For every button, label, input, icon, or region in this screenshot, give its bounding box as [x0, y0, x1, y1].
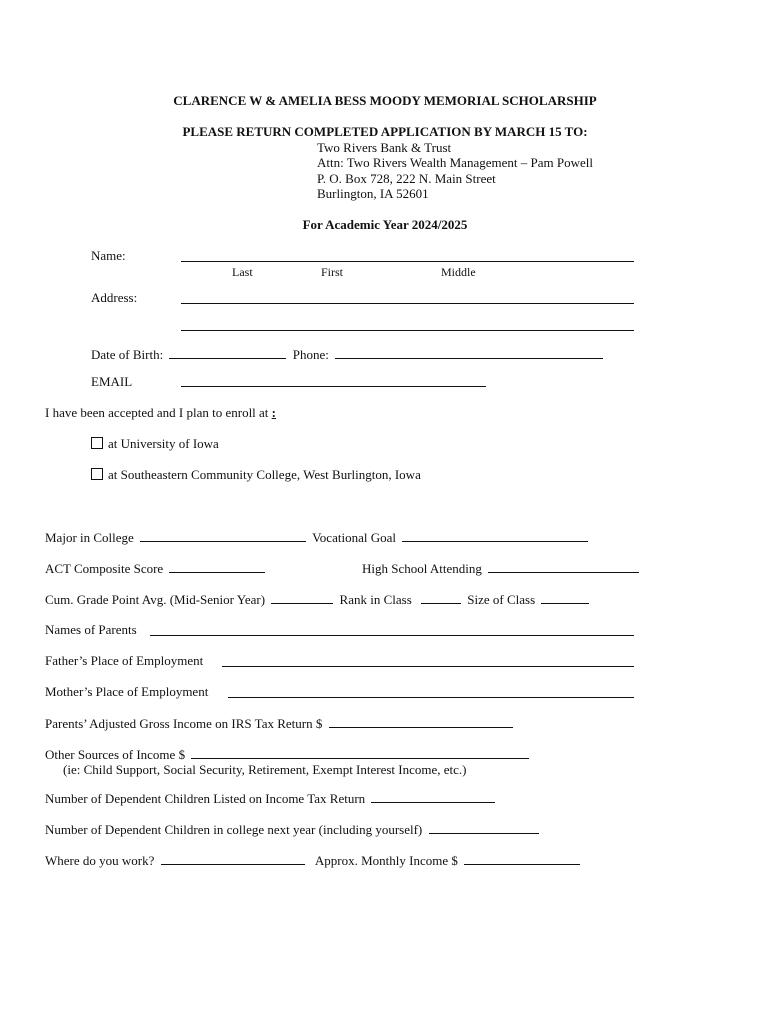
other-income-note: (ie: Child Support, Social Security, Retirement, Exempt Interest Income, etc.) — [63, 762, 467, 777]
parents-field-line[interactable] — [150, 635, 634, 636]
name-sub-first: First — [321, 265, 344, 279]
address-line-bank: Two Rivers Bank & Trust — [317, 140, 452, 155]
phone-field-line[interactable] — [335, 346, 603, 359]
class-size-label: Size of Class — [467, 592, 536, 607]
dependents-tax-row — [45, 790, 498, 807]
rank-label: Rank in Class — [339, 592, 412, 607]
option-label-university-of-iowa: at University of Iowa — [108, 436, 219, 451]
work-field-line[interactable] — [161, 852, 305, 865]
father-employment-label: Father’s Place of Employment — [45, 653, 204, 668]
high-school-row — [362, 560, 642, 577]
work-income-row — [45, 852, 583, 869]
dependents-college-label: Number of Dependent Children in college next year (including yourself) — [45, 822, 423, 837]
agi-row — [45, 715, 516, 732]
name-sub-middle: Middle — [441, 265, 476, 279]
other-income-label: Other Sources of Income $ — [45, 747, 186, 762]
dependents-tax-label: Number of Dependent Children Listed on Income Tax Return — [45, 791, 366, 806]
class-size-field-line[interactable] — [541, 591, 589, 604]
high-school-field-line[interactable] — [488, 560, 639, 573]
dependents-college-field-line[interactable] — [429, 821, 539, 834]
agi-field-line[interactable] — [329, 715, 513, 728]
enroll-statement — [45, 405, 276, 421]
vocational-label: Vocational Goal — [312, 530, 396, 545]
high-school-label: High School Attending — [362, 561, 482, 576]
other-income-row — [45, 746, 532, 763]
gpa-field-line[interactable] — [271, 591, 333, 604]
work-label: Where do you work? — [45, 853, 155, 868]
return-heading: PLEASE RETURN COMPLETED APPLICATION BY MARCH 15 TO: — [182, 124, 588, 139]
monthly-income-label: Approx. Monthly Income $ — [314, 853, 458, 868]
enroll-option-southeastern[interactable] — [91, 467, 421, 483]
checkbox-southeastern[interactable] — [91, 468, 103, 480]
enroll-option-university-of-iowa[interactable] — [91, 436, 219, 452]
dob-label: Date of Birth: — [91, 347, 164, 362]
phone-label: Phone: — [292, 347, 329, 362]
monthly-income-field-line[interactable] — [464, 852, 580, 865]
address-field-line-1[interactable] — [181, 303, 634, 304]
dob-phone-row — [91, 346, 606, 363]
address-line-street: P. O. Box 728, 222 N. Main Street — [317, 171, 496, 186]
major-field-line[interactable] — [140, 529, 306, 542]
option-label-southeastern: at Southeastern Community College, West Burlington, Iowa — [108, 467, 421, 482]
mother-employment-field-line[interactable] — [228, 697, 634, 698]
major-label: Major in College — [45, 530, 134, 545]
name-field-line[interactable] — [181, 261, 634, 262]
email-label: EMAIL — [91, 374, 133, 389]
gpa-label: Cum. Grade Point Avg. (Mid-Senior Year) — [45, 592, 266, 607]
vocational-field-line[interactable] — [402, 529, 588, 542]
enroll-colon: : — [271, 405, 277, 420]
gpa-rank-row — [45, 591, 592, 608]
rank-field-line[interactable] — [421, 591, 461, 604]
address-label: Address: — [91, 290, 138, 305]
major-vocational-row — [45, 529, 591, 546]
form-title: CLARENCE W & AMELIA BESS MOODY MEMORIAL SCHOLARSHIP — [173, 93, 597, 108]
enroll-statement-text: I have been accepted and I plan to enroll at — [45, 405, 269, 420]
dependents-tax-field-line[interactable] — [371, 790, 495, 803]
checkbox-university-of-iowa[interactable] — [91, 437, 103, 449]
dependents-college-row — [45, 821, 542, 838]
name-sub-last: Last — [232, 265, 253, 279]
address-line-attn: Attn: Two Rivers Wealth Management – Pam Powell — [317, 155, 593, 170]
name-label: Name: — [91, 248, 126, 263]
father-employment-field-line[interactable] — [222, 666, 634, 667]
address-field-line-2[interactable] — [181, 330, 634, 331]
act-row — [45, 560, 268, 577]
parents-label: Names of Parents — [45, 622, 137, 637]
dob-field-line[interactable] — [169, 346, 286, 359]
agi-label: Parents’ Adjusted Gross Income on IRS Tax Return $ — [45, 716, 323, 731]
mother-employment-label: Mother’s Place of Employment — [45, 684, 209, 699]
act-field-line[interactable] — [169, 560, 265, 573]
email-field-line[interactable] — [181, 386, 486, 387]
other-income-field-line[interactable] — [191, 746, 529, 759]
act-label: ACT Composite Score — [45, 561, 164, 576]
address-line-city: Burlington, IA 52601 — [317, 186, 429, 201]
academic-year: For Academic Year 2024/2025 — [302, 217, 468, 232]
